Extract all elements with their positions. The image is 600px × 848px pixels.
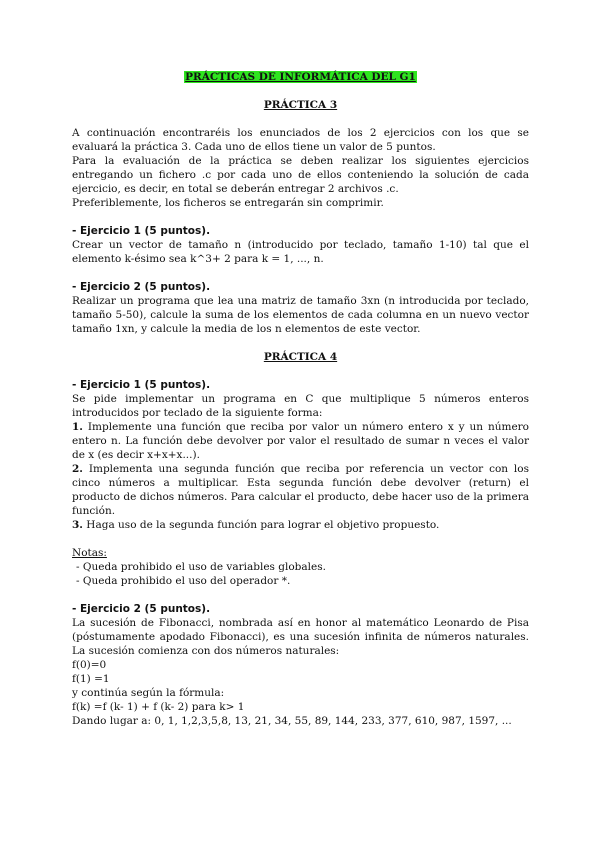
p4-ej2-title: - Ejercicio 2 (5 puntos). (72, 603, 211, 615)
p4-ej1-step-1 (72, 420, 529, 462)
fib-line: y continúa según la fórmula: (72, 687, 225, 699)
step-text: Implemente una función que reciba por valor un número entero x y un número entero n. La función debe devolver por valor el resultado de sumar n veces el valor de x (es decir x+x+x...). (72, 421, 529, 461)
p4-ej1-title: - Ejercicio 1 (5 puntos). (72, 379, 211, 391)
note-item: - Queda prohibido el uso de variables globales. (76, 561, 326, 573)
p3-ej2-text: Realizar un programa que lea una matriz de tamaño 3xn (n introducida por teclado, tamaño 5-50), calcule la suma de los elementos de cada columna en un nuevo vector tamaño 1xn, y calcule la media de los n elementos de este vector. (72, 295, 529, 335)
step-number: 3. (72, 519, 83, 531)
p3-ej2-title: - Ejercicio 2 (5 puntos). (72, 281, 211, 293)
p3-ej1-title: - Ejercicio 1 (5 puntos). (72, 225, 211, 237)
fib-line: f(k) =f (k- 1) + f (k- 2) para k> 1 (72, 701, 245, 713)
document-page (72, 70, 529, 728)
practica3-intro-2: Para la evaluación de la práctica se deben realizar los siguientes ejercicios entregando un fichero .c por cada uno de ellos conteniendo la solución de cada ejercicio, es decir, en total se deberán entregar 2 archivos .c. (72, 155, 529, 195)
p3-ej1-text: Crear un vector de tamaño n (introducido por teclado, tamaño 1-10) tal que el elemento k-ésimo sea k^3+ 2 para k = 1, ..., n. (72, 239, 529, 265)
fib-line: f(1) =1 (72, 673, 110, 685)
document-title (72, 70, 529, 84)
p4-ej1-step-3 (72, 518, 529, 532)
p4-ej1-step-2 (72, 462, 529, 518)
step-text: Implementa una segunda función que reciba por referencia un vector con los cinco números a multiplicar. Esta segunda función debe devolver (return) el producto de dichos números. Para calcular el producto, debe hacer uso de la primera función. (72, 463, 529, 517)
step-number: 1. (72, 421, 83, 433)
fib-line: Dando lugar a: 0, 1, 1,2,3,5,8, 13, 21, 34, 55, 89, 144, 233, 377, 610, 987, 1597, ... (72, 715, 512, 727)
practica3-intro-3: Preferiblemente, los ficheros se entregarán sin comprimir. (72, 197, 384, 209)
p4-ej1-intro: Se pide implementar un programa en C que multiplique 5 números enteros introducidos por teclado de la siguiente forma: (72, 393, 529, 419)
p4-ej2-intro: La sucesión de Fibonacci, nombrada así en honor al matemático Leonardo de Pisa (póstumamente apodado Fibonacci), es una sucesión infinita de números naturales. La sucesión comienza con dos números naturales: (72, 617, 529, 657)
practica4-title: PRÁCTICA 4 (263, 351, 338, 363)
practica3-intro-1: A continuación encontraréis los enunciados de los 2 ejercicios con los que se evaluará la práctica 3. Cada uno de ellos tiene un valor de 5 puntos. (72, 127, 529, 153)
step-text: Haga uso de la segunda función para lograr el objetivo propuesto. (82, 519, 440, 531)
note-item: - Queda prohibido el uso del operador *. (76, 575, 291, 587)
step-number: 2. (72, 463, 83, 475)
practica3-title: PRÁCTICA 3 (263, 99, 338, 111)
fib-line: f(0)=0 (72, 659, 107, 671)
document-title-text: PRÁCTICAS DE INFORMÁTICA DEL G1 (185, 71, 416, 83)
notes-title: Notas: (72, 547, 107, 559)
